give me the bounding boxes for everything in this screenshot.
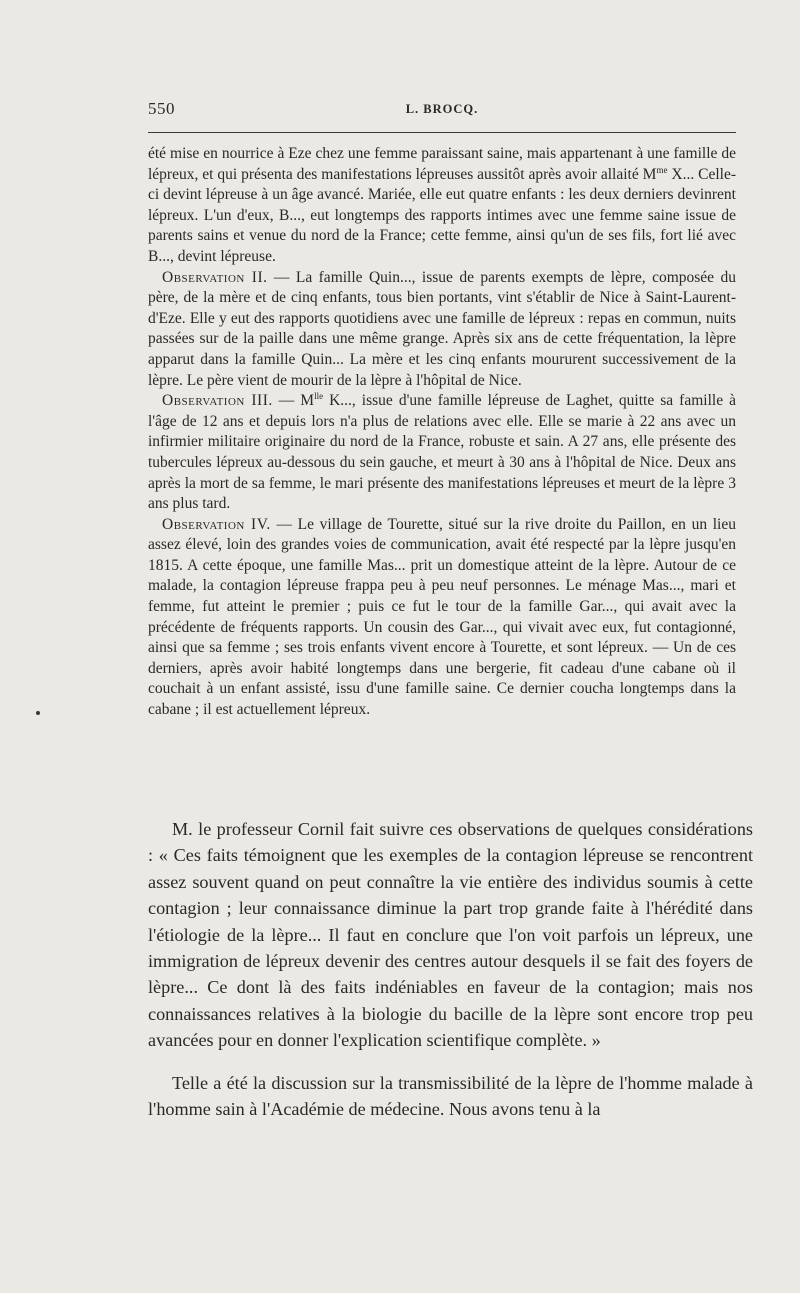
running-head: L. BROCQ. — [405, 102, 479, 116]
observations-block — [148, 144, 736, 721]
observation-2: Observation II. — La famille Quin..., issue de parents exempts de lèpre, composée du père, de la mère et de cinq enfants, tous bien portants, vint s'établir de Nice à Saint-Laurent-d'Eze. Elle y eut des rapports quotidiens avec une famille de lépreux : repas en commun, nuits passées sur de la paille dans une même grange. Après six ans de cette fréquentation, la lèpre apparut dans la famille Quin... La mère et les cinq enfants moururent successivement de la lèpre. Le père vient de mourir de la lèpre à l'hôpital de Nice. — [148, 268, 736, 389]
main-text-block — [148, 816, 753, 1122]
cornil-paragraph: M. le professeur Cornil fait suivre ces observations de quelques considérations : « Ces faits témoignent que les exemples de la contagion lépreuse se rencontrent assez souvent quand on peut connaître la vie entière des individus soumis à cette contagion ; leur connaissance diminue la part trop grande faite à l'hérédité dans l'étiologie de la lèpre... Il faut en conclure que l'on voit parfois un lépreux, une immigration de lépreux devenir des centres autour desquels il se fait des foyers de lèpre... Ce dont là des faits indéniables en faveur de la contagion; mais nos connaissances relatives à la biologie du bacille de la lèpre sont encore trop peu avancées pour en donner l'explication scientifique complète. » — [148, 819, 753, 1051]
discussion-paragraph: Telle a été la discussion sur la transmissibilité de la lèpre de l'homme malade à l'homme sain à l'Académie de médecine. Nous avons tenu à la — [148, 1072, 753, 1120]
observation-continuation: été mise en nourrice à Eze chez une femme paraissant saine, mais appartenant à une famille de lépreux, et qui présenta des manifestations lépreuses aussitôt après avoir allaité $M^{me}$ X... Celle-ci devint lépreuse à un âge avancé. Mariée, elle eut quatre enfants : les deux derniers devinrent lépreux. L'un d'eux, B..., eut longtemps des rapports intimes avec une femme saine issue de parents sains et venue du nord de la France; cette femme, ainsi qu'un de ses fils, fort lié avec B..., devint lépreuse. — [148, 145, 736, 265]
header-rule — [148, 132, 736, 133]
observation-label: Observation II. — [162, 268, 268, 286]
observation-3: Observation III. — $M^{lle}$ K..., issue d'une famille lépreuse de Laghet, quitte sa famille à l'âge de 12 ans et depuis lors n'a plus de relations avec elle. Elle se marie à 22 ans avec un infirmier militaire originaire du nord de la France, robuste et sain. A 27 ans, elle présente des tubercules lépreux au-dessous du sein gauche, et meurt à 30 ans à l'hôpital de Nice. Deux ans après la mort de sa femme, le mari présente des manifestations lépreuses et meurt de la lèpre 3 ans plus tard. — [148, 390, 736, 513]
margin-speck — [36, 711, 40, 715]
observation-label: Observation IV. — [162, 515, 271, 533]
page-header — [148, 99, 736, 123]
observation-4: Observation IV. — Le village de Tourette, situé sur la rive droite du Paillon, en un lieu assez élevé, loin des grandes voies de communication, avait été respecté par la lèpre jusqu'en 1815. A cette époque, une famille Mas... prit un domestique atteint de la lèpre. Autour de ce malade, la contagion lépreuse frappa peu à peu neuf personnes. Le ménage Mas..., mari et femme, fut atteint le premier ; puis ce fut le tour de la famille Gar..., qui avait avec la précédente de fréquents rapports. Un cousin des Gar..., qui vivait avec eux, fut contagionné, ainsi que sa femme ; ses trois enfants vivent encore à Tourette, et sont lépreux. — Un de ces derniers, après avoir habité longtemps dans une bergerie, fit cadeau d'une cabane où il couchait à un enfant assisté, issu d'une famille saine. Ce dernier coucha longtemps dans la cabane ; il est actuellement lépreux. — [148, 515, 736, 719]
page-number: 550 — [148, 99, 175, 118]
observation-label: Observation III. — [162, 392, 273, 410]
